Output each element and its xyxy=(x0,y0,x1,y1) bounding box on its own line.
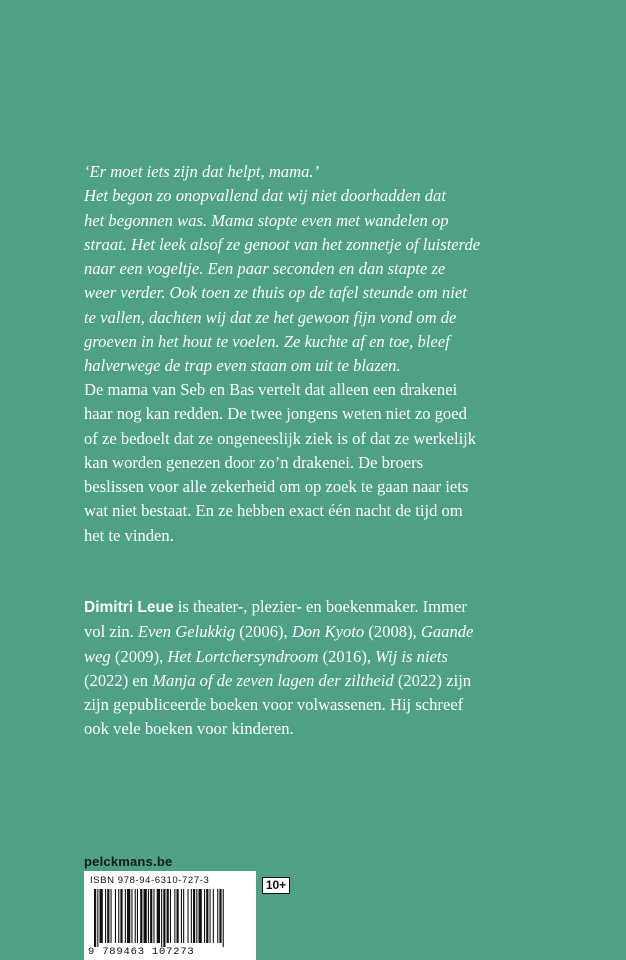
barcode-bar xyxy=(127,889,130,943)
barcode-bar xyxy=(111,889,112,943)
bio-text: vol zin. xyxy=(84,622,138,642)
bio-text: is theater-, plezier- en boekenmaker. Immer xyxy=(173,597,467,616)
bio-text: (2008), xyxy=(364,622,421,642)
barcode-digits: 9 789463 107273 xyxy=(88,946,195,958)
back-cover-excerpt xyxy=(84,160,554,379)
barcode-bar xyxy=(217,889,218,943)
barcode-bar xyxy=(196,889,197,943)
barcode-bar xyxy=(167,889,169,943)
synopsis-line: het te vinden. xyxy=(84,525,174,545)
barcode-bar xyxy=(219,889,221,943)
barcode-bar xyxy=(118,889,119,943)
author-bio xyxy=(84,595,554,742)
barcode-bar xyxy=(170,889,171,943)
excerpt-line: het begonnen was. Mama stopte even met wandelen op xyxy=(84,210,449,230)
barcode-bar xyxy=(188,889,189,943)
bio-line: ook vele boeken voor kinderen. xyxy=(84,719,294,739)
book-title: Don Kyoto xyxy=(291,622,365,642)
barcode-bar xyxy=(181,889,182,943)
bio-text: (2016), xyxy=(318,646,376,666)
excerpt-line: te vallen, dachten wij dat ze het gewoon fijn vond om de xyxy=(84,307,457,327)
excerpt-line: straat. Het leek alsof ze genoot van het zonnetje of luisterde xyxy=(84,234,481,254)
barcode-bar xyxy=(213,889,214,943)
barcode-bar xyxy=(199,889,202,943)
bio-text: (2009), xyxy=(110,646,168,666)
barcode-bar xyxy=(137,889,138,943)
synopsis-line: of ze bedoelt dat ze ongeneeslijk ziek is of dat ze werkelijk xyxy=(84,428,477,448)
book-title: Gaande xyxy=(420,622,474,642)
synopsis-line: De mama van Seb en Bas vertelt dat alleen een drakenei xyxy=(84,380,458,399)
barcode-bar xyxy=(144,889,147,943)
barcode-bar xyxy=(153,889,154,943)
excerpt-line: weer verder. Ook toen ze thuis op de tafel steunde om niet xyxy=(84,283,467,303)
book-title: weg xyxy=(84,646,111,666)
barcode-bar xyxy=(210,889,211,943)
isbn-label: ISBN 978-94-6310-727-3 xyxy=(90,875,210,886)
barcode-bar xyxy=(148,889,149,943)
isbn-barcode xyxy=(84,871,256,960)
excerpt-line: groeven in het hout te voelen. Ze kuchte af en toe, bleef xyxy=(84,332,450,352)
barcode-bar xyxy=(140,889,142,943)
age-rating-badge: 10+ xyxy=(262,877,290,894)
bio-line xyxy=(84,595,554,620)
barcode-bar xyxy=(177,889,179,943)
book-title: Wij is niets xyxy=(375,646,448,666)
barcode-bar xyxy=(157,889,160,943)
synopsis-line: beslissen voor alle zekerheid om op zoek te gaan naar iets xyxy=(84,477,469,497)
excerpt-line: halverwege de trap even staan om uit te blazen. xyxy=(84,356,401,376)
barcode-bar xyxy=(120,889,122,943)
book-title: Manja of de zeven lagen der ziltheid xyxy=(152,670,394,690)
bio-line: zijn gepubliceerde boeken voor volwassenen. Hij schreef xyxy=(84,695,464,715)
barcode-bar xyxy=(163,889,165,947)
bio-text: (2006), xyxy=(235,622,292,642)
barcode-bar xyxy=(107,889,109,943)
book-title: Het Lortchersyndroom xyxy=(167,646,319,666)
book-title: Even Gelukkig xyxy=(137,622,236,642)
excerpt-line: naar een vogeltje. Een paar seconden en dan stapte ze xyxy=(84,259,446,279)
bio-text: (2022) zijn xyxy=(393,670,472,690)
barcode-bar xyxy=(161,889,162,947)
barcode-bar xyxy=(105,889,106,943)
barcode-bar xyxy=(204,889,205,943)
barcode-bar xyxy=(150,889,152,943)
synopsis-line: haar nog kan redden. De twee jongens weten niet zo goed xyxy=(84,404,467,424)
barcode-bar xyxy=(100,889,103,943)
barcode-bar xyxy=(223,889,224,947)
excerpt-line: Het begon zo onopvallend dat wij niet doorhadden dat xyxy=(84,186,446,206)
barcode-bar xyxy=(183,889,184,943)
barcode-icon xyxy=(94,889,249,947)
barcode-bar xyxy=(206,889,208,943)
bio-text: (2022) en xyxy=(84,670,153,690)
excerpt-line: ‘Er moet iets zijn dat helpt, mama.’ xyxy=(84,162,320,181)
synopsis-line: wat niet bestaat. En ze hebben exact één nacht de tijd om xyxy=(84,501,463,521)
publisher-url: pelckmans.be xyxy=(84,854,173,869)
barcode-bar xyxy=(97,889,98,947)
bio-line xyxy=(84,645,554,669)
barcode-bar xyxy=(135,889,136,943)
book-synopsis xyxy=(84,378,554,548)
bio-line xyxy=(84,669,554,693)
barcode-bar xyxy=(131,889,132,943)
barcode-bar xyxy=(125,889,126,943)
author-name: Dimitri Leue xyxy=(84,599,174,616)
barcode-bar xyxy=(174,889,175,943)
synopsis-line: kan worden genezen door zo’n drakenei. De broers xyxy=(84,452,424,472)
barcode-bar xyxy=(115,889,116,943)
bio-line xyxy=(84,620,554,644)
barcode-bar xyxy=(191,889,192,943)
barcode-bar xyxy=(94,889,96,947)
barcode-bar xyxy=(193,889,195,943)
